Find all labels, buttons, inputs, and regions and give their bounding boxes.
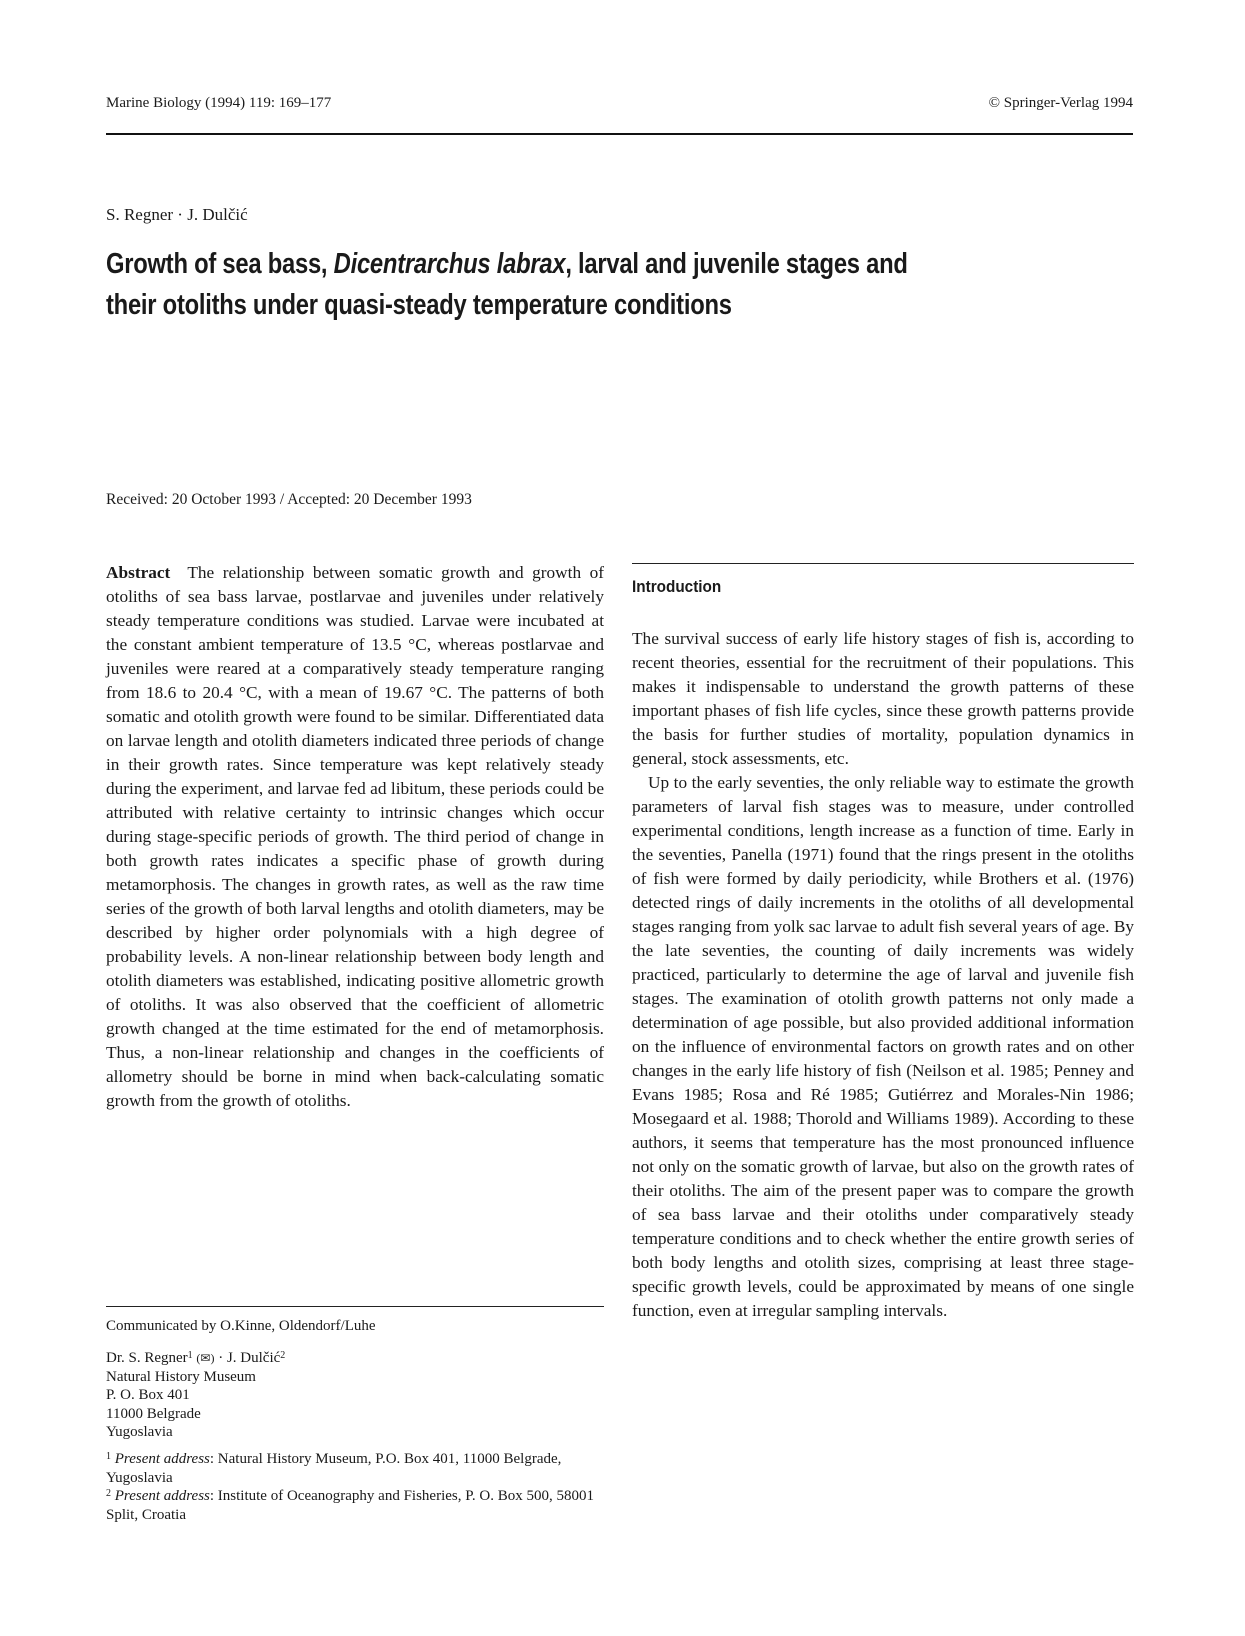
footnote-2: $^2$ Present address: Institute of Oceanography and Fisheries, P. O. Box 500, 58001 Split, Croatia — [106, 1488, 595, 1523]
footnotes — [106, 1450, 606, 1524]
address-authors: Dr. S. Regner$^1$ (✉) · J. Dulčić$^2$ — [106, 1350, 286, 1366]
abstract-text: The relationship between somatic growth and growth of otoliths of sea bass larvae, postlarvae and juveniles under relatively steady temperature conditions was studied. Larvae were incubated at the constant ambient temperature of 13.5 °C, whereas postlarvae and juveniles were reared at a comparatively steady temperature ranging from 18.6 to 20.4 °C, with a mean of 19.67 °C. The patterns of both somatic and otolith growth were found to be similar. Differentiated data on larvae length and otolith diameters indicated three periods of change in their growth rates. Since temperature was kept relatively steady during the experiment, and larvae fed ad libitum, these periods could be attributed with relative certainty to intrinsic changes which occur during stage-specific periods of growth. The third period of change in both growth rates indicates a specific phase of growth during metamorphosis. The changes in growth rates, as well as the raw time series of the growth of both larval lengths and otolith diameters, may be described by higher order polynomials with a high degree of probability levels. A non-linear relationship between body length and otolith diameters was established, indicating positive allometric growth of otoliths. It was also observed that the coefficient of allometric growth changed at the time estimated for the end of metamorphosis. Thus, a non-linear relationship and changes in the coefficients of allometry should be borne in mind when back-calculating somatic growth from the growth of otoliths. — [106, 563, 604, 1110]
title-part-2: , larval and juvenile stages and their otoliths under quasi-steady temperature conditions — [106, 248, 908, 321]
article-title — [106, 244, 951, 326]
introduction-body — [632, 627, 1134, 1323]
address-line: Yugoslavia — [106, 1424, 173, 1440]
received-dates: Received: 20 October 1993 / Accepted: 20 December 1993 — [106, 491, 472, 508]
footnote-rule — [106, 1306, 604, 1307]
envelope-icon: (✉) — [196, 1351, 215, 1365]
address-line: P. O. Box 401 — [106, 1387, 190, 1403]
author-address — [106, 1349, 606, 1442]
address-line: 11000 Belgrade — [106, 1405, 201, 1422]
author-line: S. Regner · J. Dulčić — [106, 205, 248, 224]
introduction-rule — [632, 563, 1134, 564]
title-species: Dicentrarchus labrax — [333, 248, 566, 280]
abstract-heading: Abstract — [106, 563, 171, 582]
journal-citation: Marine Biology (1994) 119: 169–177 — [106, 95, 332, 111]
footnote-1: $^1$ Present address: Natural History Museum, P.O. Box 401, 11000 Belgrade, Yugoslavia — [106, 1451, 562, 1486]
copyright-notice: © Springer-Verlag 1994 — [988, 95, 1133, 111]
introduction-paragraph: Up to the early seventies, the only reliable way to estimate the growth parameters of larval fish stages was to measure, under controlled experimental conditions, length increase as a function of time. Early in the seventies, Panella (1971) found that the rings present in the otoliths of fish were formed by daily periodicity, while Brothers et al. (1976) detected rings of daily increments in the otoliths of all developmental stages ranging from yolk sac larvae to adult fish several years of age. By the late seventies, the counting of daily increments was widely practiced, particularly to determine the age of larval and juvenile fish stages. The examination of otolith growth patterns not only made a determination of age possible, but also provided additional information on the influence of environmental factors on growth rates and on other changes in the early life history of fish (Neilson et al. 1985; Penney and Evans 1985; Rosa and Ré 1985; Gutiérrez and Morales-Nin 1986; Mosegaard et al. 1988; Thorold and Williams 1989). According to these authors, it seems that temperature has the most pronounced influence not only on the somatic growth of larvae, but also on the growth rates of their otoliths. The aim of the present paper was to compare the growth of sea bass larvae and their otoliths under comparatively steady temperature conditions and to check whether the entire growth series of both body lengths and otolith sizes, comprising at least three stage-specific growth levels, could be approximated by means of one single function, even at irregular sampling intervals. — [632, 773, 1134, 1320]
title-part-1: Growth of sea bass, — [106, 248, 334, 280]
introduction-heading: Introduction — [632, 577, 722, 596]
address-line: Natural History Museum — [106, 1368, 256, 1385]
introduction-paragraph: The survival success of early life history stages of fish is, according to recent theories, essential for the recruitment of their populations. This makes it indispensable to understand the growth patterns of these important phases of fish life cycles, since these growth patterns provide the basis for further studies of mortality, population dynamics in general, stock assessments, etc. — [632, 629, 1134, 768]
abstract — [106, 561, 604, 1113]
communicated-by: Communicated by O.Kinne, Oldendorf/Luhe — [106, 1318, 376, 1334]
header-rule — [106, 133, 1133, 135]
